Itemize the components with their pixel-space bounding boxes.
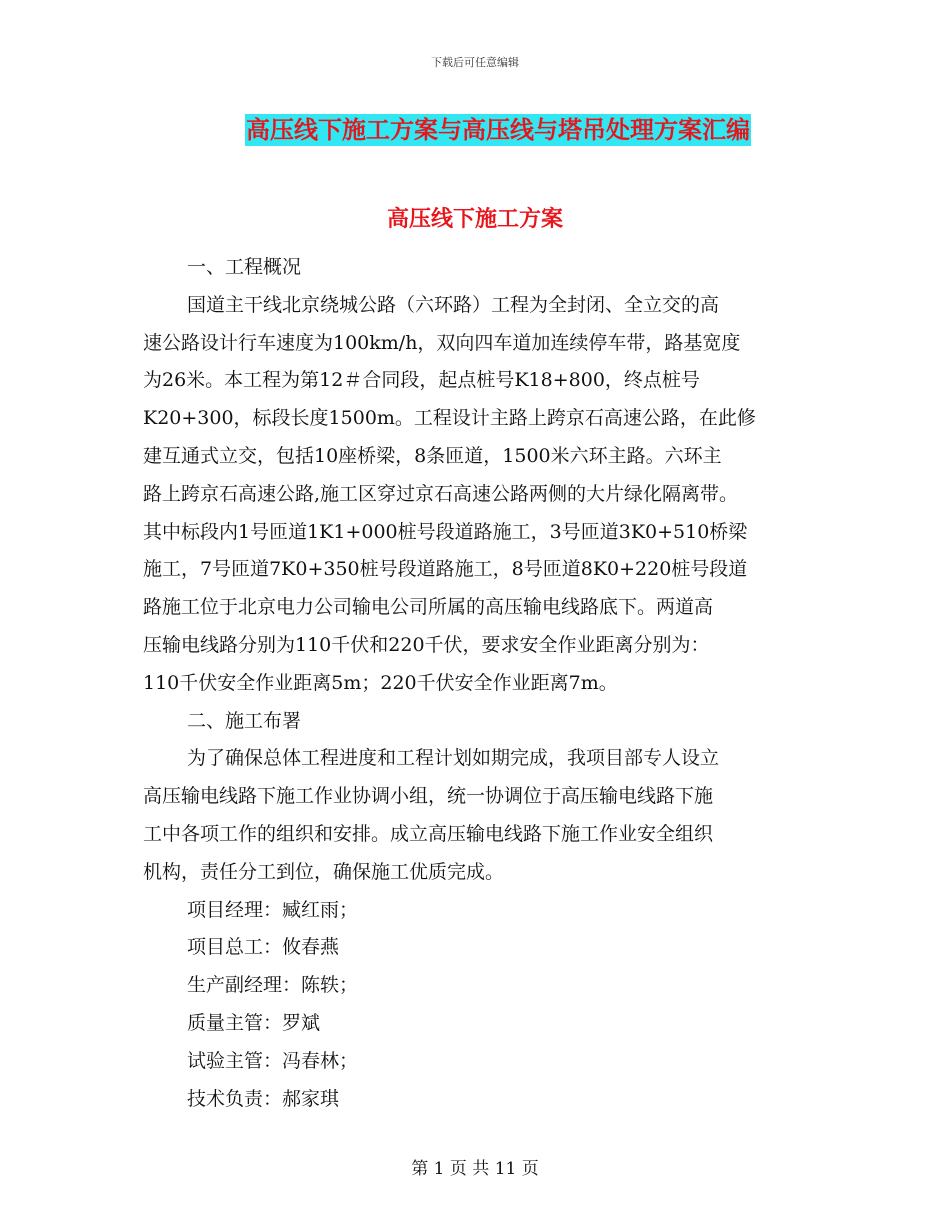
paragraph-line: 施工，7号匝道7K0+350桩号段道路施工，8号匝道8K0+220桩号段道	[143, 558, 748, 581]
document-title: 高压线下施工方案与高压线与塔吊处理方案汇编	[246, 116, 750, 144]
staff-quality-supervisor: 质量主管：罗斌	[187, 1011, 321, 1034]
paragraph-line: 为26米。本工程为第12＃合同段，起点桩号K18+800，终点桩号	[143, 369, 700, 392]
heading-overview: 一、工程概况	[187, 256, 302, 278]
paragraph-line: 110千伏安全作业距离5m；220千伏安全作业距离7m。	[143, 671, 618, 694]
staff-project-manager: 项目经理：臧红雨；	[187, 898, 359, 921]
staff-chief-engineer: 项目总工：攸春燕	[187, 936, 340, 959]
section-title: 高压线下施工方案	[386, 207, 563, 232]
paragraph-line: 国道主干线北京绕城公路（六环路）工程为全封闭、全立交的高	[187, 293, 720, 316]
staff-testing-supervisor: 试验主管：冯春林；	[187, 1049, 359, 1072]
staff-production-manager: 生产副经理：陈轶；	[187, 974, 359, 997]
main-title-wrap	[0, 114, 950, 146]
paragraph-line: 路施工位于北京电力公司输电公司所属的高压输电线路底下。两道高	[143, 596, 714, 619]
paragraph-line: 建互通式立交，包括10座桥梁，8条匝道，1500米六环主路。六环主	[143, 444, 722, 467]
heading-deployment: 二、施工布署	[187, 709, 302, 732]
paragraph-line: 机构，责任分工到位，确保施工优质完成。	[143, 860, 505, 883]
page-number-footer: 第 1 页 共 11 页	[411, 1159, 539, 1179]
paragraph-line: 路上跨京石高速公路,施工区穿过京石高速公路两侧的大片绿化隔离带。	[143, 482, 739, 505]
paragraph-line: 工中各项工作的组织和安排。成立高压输电线路下施工作业安全组织	[143, 822, 714, 845]
paragraph-line: K20+300，标段长度1500m。工程设计主路上跨京石高速公路，在此修	[143, 407, 756, 430]
paragraph-line: 其中标段内1号匝道1K1+000桩号段道路施工，3号匝道3K0+510桥梁	[143, 520, 748, 543]
paragraph-line: 为了确保总体工程进度和工程计划如期完成，我项目部专人设立	[187, 747, 720, 770]
body-text	[143, 249, 813, 1118]
staff-technical-lead: 技术负责：郝家琪	[187, 1087, 340, 1110]
paragraph-line: 压输电线路分别为110千伏和220千伏，要求安全作业距离分别为：	[143, 633, 710, 656]
paragraph-line: 速公路设计行车速度为100km/h，双向四车道加连续停车带，路基宽度	[143, 331, 741, 354]
header-note: 下载后可任意编辑	[431, 56, 519, 69]
paragraph-line: 高压输电线路下施工作业协调小组，统一协调位于高压输电线路下施	[143, 785, 714, 808]
